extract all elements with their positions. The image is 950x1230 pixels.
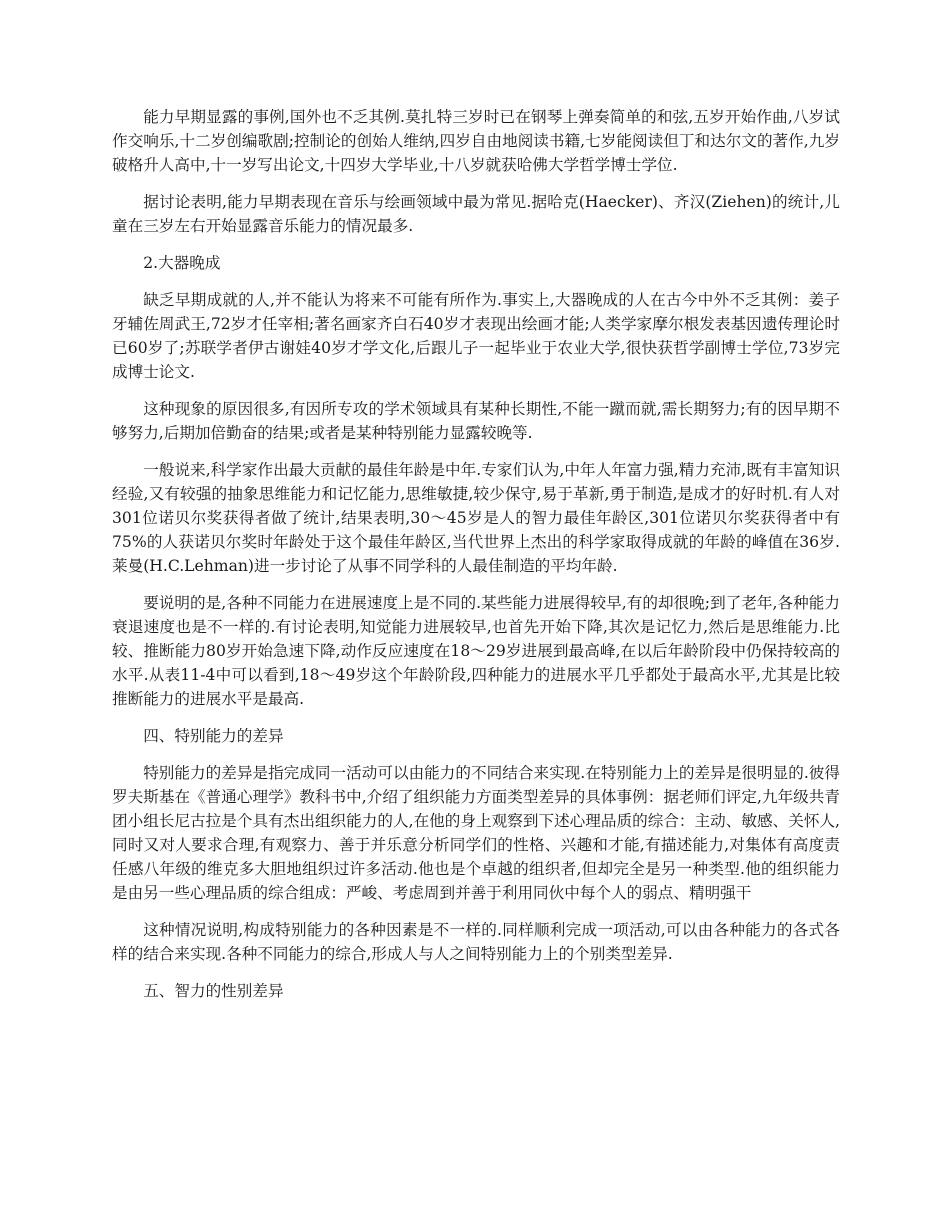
heading-late-bloomers: 2.大器晚成 bbox=[143, 254, 221, 272]
paragraph-organizing-ability-example: 特别能力的差异是指完成同一活动可以由能力的不同结合来实现.在特别能力上的差异是很明显的.彼得罗夫斯基在《普通心理学》教科书中,介绍了组织能力方面类型差异的具体事例：据老师们评定,九年级共青团小组长尼古拉是个具有杰出组织能力的人,在他的身上观察到下述心理品质的综合：主动、敏感、关怀人,同时又对人要求合理,有观察力、善于并乐意分析同学们的性格、兴趣和才能,有描述能力,对集体有高度责任感八年级的维克多大胆地组织过许多活动.他也是个卓越的组织者,但却完全是另一种类型.他的组织能力是由另一些心理品质的综合组成：严峻、考虑周到并善于利用同伙中每个人的弱点、精明强干 bbox=[112, 764, 840, 902]
paragraph-best-age: 一般说来,科学家作出最大贡献的最佳年龄是中年.专家们认为,中年人年富力强,精力充沛,既有丰富知识经验,又有较强的抽象思维能力和记忆能力,思维敏捷,较少保守,易于革新,勇于制造,是成才的好时机.有人对301位诺贝尔奖获得者做了统计,结果表明,30～45岁是人的智力最佳年龄区,301位诺贝尔奖获得者中有75%的人获诺贝尔奖时年龄处于这个最佳年龄区,当代世界上杰出的科学家取得成就的年龄的峰值在36岁.莱曼(H.C.Lehman)进一步讨论了从事不同学科的人最佳制造的平均年龄. bbox=[112, 461, 840, 575]
paragraph-causes: 这种现象的原因很多,有因所专攻的学术领域具有某种长期性,不能一蹴而就,需长期努力;有的因早期不够努力,后期加倍勤奋的结果;或者是某种特别能力显露较晚等. bbox=[112, 400, 840, 442]
paragraph-music-painting: 据讨论表明,能力早期表现在音乐与绘画领域中最为常见.据哈克(Haecker)、齐汉(Ziehen)的统计,儿童在三岁左右开始显露音乐能力的情况最多. bbox=[112, 193, 840, 235]
paragraph-ability-combination: 这种情况说明,构成特别能力的各种因素是不一样的.同样顺利完成一项活动,可以由各种能力的各式各样的结合来实现.各种不同能力的综合,形成人与人之间特别能力上的个别类型差异. bbox=[112, 921, 840, 963]
heading-gender-differences: 五、智力的性别差异 bbox=[143, 982, 284, 1000]
paragraph-ability-development-speed: 要说明的是,各种不同能力在进展速度上是不同的.某些能力进展得较早,有的却很晚;到了老年,各种能力衰退速度也是不一样的.有讨论表明,知觉能力进展较早,也首先开始下降,其次是记忆力,然后是思维能力.比较、推断能力80岁开始急速下降,动作反应速度在18～29岁进展到最高峰,在以后年龄阶段中仍保持较高的水平.从表11-4中可以看到,18～49岁这个年龄阶段,四种能力的进展水平几乎都处于最高水平,尤其是比较推断能力的进展水平是最高. bbox=[112, 594, 840, 708]
document-body bbox=[112, 105, 840, 1016]
paragraph-early-talent-abroad: 能力早期显露的事例,国外也不乏其例.莫扎特三岁时已在钢琴上弹奏简单的和弦,五岁开始作曲,八岁试作交响乐,十二岁创编歌剧;控制论的创始人维纳,四岁自由地阅读书籍,七岁能阅读但丁和达尔文的著作,九岁破格升人高中,十一岁写出论文,十四岁大学毕业,十八岁就获哈佛大学哲学博士学位. bbox=[112, 108, 840, 174]
paragraph-late-bloomer-examples: 缺乏早期成就的人,并不能认为将来不可能有所作为.事实上,大器晚成的人在古今中外不乏其例：姜子牙辅佐周武王,72岁才任宰相;著名画家齐白石40岁才表现出绘画才能;人类学家摩尔根发表基因遗传理论时已60岁了;苏联学者伊古谢娃40岁才学文化,后跟儿子一起毕业于农业大学,很快获哲学副博士学位,73岁完成博士论文. bbox=[112, 291, 840, 381]
heading-special-ability-differences: 四、特别能力的差异 bbox=[143, 727, 284, 745]
